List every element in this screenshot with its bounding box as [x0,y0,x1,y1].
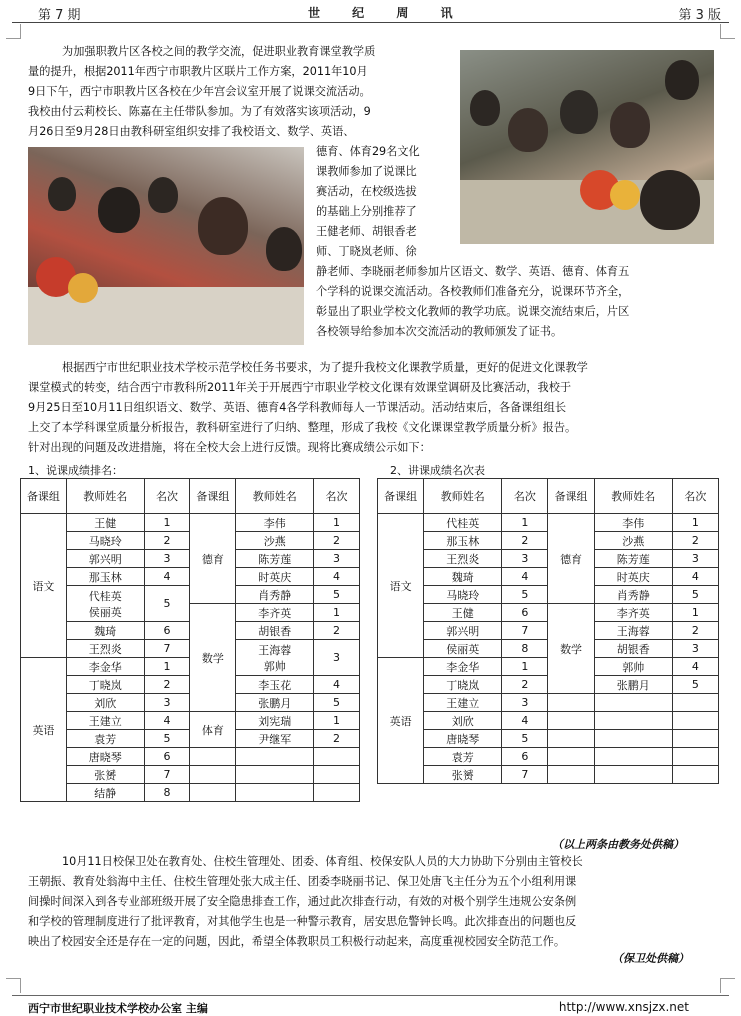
teacher-name-cell: 那玉林 [66,568,144,586]
text-line: 10月11日校保卫处在教育处、住校生管理处、团委、体育组、校保安队人员的大力协助下分别由主管校长 [62,855,583,868]
rank-cell: 7 [144,640,190,658]
teacher-name-cell: 王烈炎 [424,550,502,568]
text-line: 彰显出了职业学校文化教师的教学功底。说课交流结束后，片区 [316,305,630,318]
rank-cell: 3 [314,640,360,676]
text-line: 映出了校园安全还是存在一定的问题，因此，希望全体教职员工积极行动起来，高度重视校园安全防范工作。 [28,935,566,948]
empty-cell [548,748,594,766]
teacher-name-cell: 侯丽英 [424,640,502,658]
group-cell: 英语 [21,658,67,802]
column-header: 备课组 [378,479,424,514]
empty-cell [190,784,236,802]
teacher-name-cell: 王健 [424,604,502,622]
empty-cell [314,748,360,766]
rank-cell: 8 [502,640,548,658]
text-line: 各校领导给参加本次交流活动的教师颁发了证书。 [316,325,563,338]
teacher-name-cell: 肖秀静 [594,586,672,604]
empty-cell [236,784,314,802]
page-number: 第 3 版 [678,8,721,23]
article1-top [28,42,454,142]
text-line: 针对出现的问题及改进措施，将在全校大会上进行反馈。现将比赛成绩公示如下： [28,441,431,454]
teacher-name-cell: 沙燕 [594,532,672,550]
teacher-name-cell: 魏琦 [424,568,502,586]
table2-caption: 2、讲课成绩名次表 [390,464,485,477]
text-line: 德育、体育29名文化 [316,145,420,158]
teaching-ranking-table [377,478,719,784]
teacher-name-cell: 李伟 [236,514,314,532]
teacher-name-cell: 张赟 [424,766,502,784]
table-row [378,694,719,712]
text-line: 赛活动，在校级选拔 [316,185,417,198]
table-row [378,766,719,784]
empty-cell [236,748,314,766]
table-row [21,712,360,730]
rank-cell: 4 [502,568,548,586]
empty-cell [190,748,236,766]
column-header: 教师姓名 [594,479,672,514]
teacher-name-cell: 马晓玲 [424,586,502,604]
teacher-name-cell: 刘欣 [66,694,144,712]
rank-cell: 5 [672,676,718,694]
teacher-name-cell: 郭帅 [594,658,672,676]
rank-cell: 4 [314,676,360,694]
empty-cell [594,766,672,784]
rank-cell: 2 [144,532,190,550]
footer-editor: 西宁市世纪职业技术学校办公室 主编 [28,1002,208,1015]
teacher-name-cell: 尹继军 [236,730,314,748]
group-cell: 德育 [190,514,236,604]
empty-cell [548,730,594,748]
rank-cell: 6 [144,748,190,766]
rank-cell: 1 [314,712,360,730]
teacher-name-cell: 丁晓岚 [424,676,502,694]
rank-cell: 5 [314,586,360,604]
text-line: 王健老师、胡银香老 [316,225,417,238]
rank-cell: 4 [672,568,718,586]
rank-cell: 2 [314,532,360,550]
text-line: 个学科的说课交流活动。各校教师们准备充分，说课环节齐全， [316,285,630,298]
empty-cell [672,766,718,784]
teacher-name-cell: 陈芳莲 [594,550,672,568]
teacher-name-cell: 王健 [66,514,144,532]
teacher-name-cell: 李伟 [594,514,672,532]
table-row [21,766,360,784]
source-note-academic: （以上两条由教务处供稿） [552,838,684,851]
group-cell: 数学 [548,604,594,694]
teacher-name-cell: 李齐英 [594,604,672,622]
empty-cell [672,712,718,730]
teacher-name-cell: 唐晓琴 [424,730,502,748]
footer-rule [12,995,729,996]
table-row [21,784,360,802]
teacher-name-cell: 张鹏月 [236,694,314,712]
rank-cell: 1 [502,658,548,676]
empty-cell [594,748,672,766]
empty-cell [672,694,718,712]
footer-url[interactable]: http://www.xnsjzx.net [558,1000,689,1014]
teacher-name-cell: 李金华 [66,658,144,676]
rank-cell: 1 [144,658,190,676]
teacher-name-cell: 刘欣 [424,712,502,730]
column-header: 名次 [144,479,190,514]
rank-cell: 6 [502,748,548,766]
teacher-name-cell: 时英庆 [594,568,672,586]
empty-cell [672,730,718,748]
speaking-ranking-table [20,478,360,802]
teacher-name-cell: 魏琦 [66,622,144,640]
teacher-name-cell: 张赟 [66,766,144,784]
corner-mark [6,24,21,39]
teacher-name-cell: 那玉林 [424,532,502,550]
empty-cell [594,712,672,730]
text-line: 静老师、李晓丽老师参加片区语文、数学、英语、德育、体育五 [316,265,630,278]
teacher-name-cell: 郭兴明 [66,550,144,568]
teacher-name-cell: 沙燕 [236,532,314,550]
teacher-name-cell: 郭兴明 [424,622,502,640]
rank-cell: 3 [144,694,190,712]
group-cell: 数学 [190,604,236,712]
rank-cell: 4 [502,712,548,730]
table1-caption: 1、说课成绩排名： [28,464,123,477]
text-line: 9月25日至10月11日组织语文、数学、英语、德育4各学科教师每人一节课活动。活动结束后，各备课组组长 [28,401,567,414]
column-header: 备课组 [548,479,594,514]
text-line: 根据西宁市世纪职业技术学校示范学校任务书要求，为了提升我校文化课教学质量，更好的促进文化课教学 [62,361,588,374]
empty-cell [548,694,594,712]
corner-mark [6,978,21,993]
teacher-name-cell: 代桂英 侯丽英 [66,586,144,622]
rank-cell: 4 [144,568,190,586]
rank-cell: 6 [144,622,190,640]
text-line: 我校由付云莉校长、陈嘉在主任带队参加。为了有效落实该项活动，9 [28,105,371,118]
teacher-name-cell: 时英庆 [236,568,314,586]
group-cell: 体育 [190,712,236,748]
rank-cell: 2 [502,676,548,694]
column-header: 名次 [502,479,548,514]
rank-cell: 7 [502,622,548,640]
table-row [378,514,719,532]
group-cell: 语文 [21,514,67,658]
empty-cell [548,766,594,784]
column-header: 备课组 [21,479,67,514]
teacher-name-cell: 袁芳 [424,748,502,766]
rank-cell: 5 [144,730,190,748]
meeting-photo-right [460,50,714,244]
rank-cell: 3 [502,694,548,712]
column-header: 教师姓名 [236,479,314,514]
rank-cell: 5 [502,730,548,748]
article3 [28,852,718,952]
issue-number: 第 7 期 [38,8,81,23]
group-cell: 语文 [378,514,424,658]
group-cell: 德育 [548,514,594,604]
teacher-name-cell: 张鹏月 [594,676,672,694]
rank-cell: 2 [314,622,360,640]
text-line: 量的提升，根据2011年西宁市职教片区联片工作方案，2011年10月 [28,65,368,78]
teacher-name-cell: 结静 [66,784,144,802]
rank-cell: 1 [314,604,360,622]
empty-cell [314,766,360,784]
rank-cell: 1 [314,514,360,532]
rank-cell: 1 [672,604,718,622]
empty-cell [594,694,672,712]
teacher-name-cell: 李金华 [424,658,502,676]
teacher-name-cell: 袁芳 [66,730,144,748]
empty-cell [594,730,672,748]
rank-cell: 6 [502,604,548,622]
column-header: 备课组 [190,479,236,514]
corner-mark [720,24,735,39]
teacher-name-cell: 王烈炎 [66,640,144,658]
meeting-photo-left [28,147,304,345]
column-header: 教师姓名 [66,479,144,514]
text-line: 课堂模式的转变，结合西宁市教科所2011年关于开展西宁市职业学校文化课有效课堂调研及比赛活动，我校于 [28,381,572,394]
table-row [378,712,719,730]
rank-cell: 3 [314,550,360,568]
rank-cell: 1 [144,514,190,532]
rank-cell: 1 [672,514,718,532]
teacher-name-cell: 肖秀静 [236,586,314,604]
teacher-name-cell: 刘宪瑞 [236,712,314,730]
table-row [21,514,360,532]
rank-cell: 5 [672,586,718,604]
rank-cell: 4 [672,658,718,676]
header-rule [12,22,729,23]
teacher-name-cell: 代桂英 [424,514,502,532]
text-line: 课教师参加了说课比 [316,165,417,178]
teacher-name-cell: 马晓玲 [66,532,144,550]
teacher-name-cell: 陈芳莲 [236,550,314,568]
rank-cell: 5 [314,694,360,712]
rank-cell: 1 [502,514,548,532]
teacher-name-cell: 李齐英 [236,604,314,622]
text-line: 为加强职教片区各校之间的教学交流，促进职业教育课堂教学质 [62,45,376,58]
teacher-name-cell: 王建立 [424,694,502,712]
rank-cell: 2 [314,730,360,748]
rank-cell: 5 [144,586,190,622]
rank-cell: 3 [672,550,718,568]
text-line: 师、丁晓岚老师、徐 [316,245,417,258]
text-line: 间操时间深入到各专业部班级开展了安全隐患排查工作，通过此次排查行动，有效的对极个别学生违规公安条例 [28,895,577,908]
empty-cell [672,748,718,766]
text-line: 和学校的管理制度进行了批评教育，对其他学生也是一种警示教育，居安思危警钟长鸣。此次排查出的问题也反 [28,915,577,928]
teacher-name-cell: 唐晓琴 [66,748,144,766]
rank-cell: 2 [502,532,548,550]
article1-bottom [316,262,716,342]
text-line: 上交了本学科课堂质量分析报告，教科研室进行了归纳、整理，形成了我校《文化课课堂教学质量分析》报告。 [28,421,577,434]
teacher-name-cell: 王海蓉 [594,622,672,640]
rank-cell: 3 [502,550,548,568]
page-header [8,2,733,22]
text-line: 月26日至9月28日由教科研室组织安排了我校语文、数学、英语、 [28,125,355,138]
text-line: 的基础上分别推荐了 [316,205,417,218]
empty-cell [548,712,594,730]
rank-cell: 5 [502,586,548,604]
rank-cell: 4 [314,568,360,586]
empty-cell [190,766,236,784]
rank-cell: 2 [672,532,718,550]
corner-mark [720,978,735,993]
article2 [28,358,718,458]
group-cell: 英语 [378,658,424,784]
paper-name: 世 纪 周 讯 [308,6,467,20]
table-header-row [21,479,360,514]
teacher-name-cell: 李玉花 [236,676,314,694]
column-header: 教师姓名 [424,479,502,514]
rank-cell: 2 [144,676,190,694]
text-line: 王朝振、教育处翁海中主任、住校生管理处张大成主任、团委李晓丽书记、保卫处唐飞主任分为五个小组利用课 [28,875,577,888]
table-row [378,748,719,766]
rank-cell: 3 [144,550,190,568]
column-header: 名次 [314,479,360,514]
empty-cell [314,784,360,802]
rank-cell: 7 [502,766,548,784]
teacher-name-cell: 胡银香 [236,622,314,640]
source-note-security: （保卫处供稿） [612,952,689,965]
teacher-name-cell: 丁晓岚 [66,676,144,694]
rank-cell: 3 [672,640,718,658]
table-row [378,604,719,622]
rank-cell: 2 [672,622,718,640]
teacher-name-cell: 胡银香 [594,640,672,658]
table-header-row [378,479,719,514]
rank-cell: 8 [144,784,190,802]
column-header: 名次 [672,479,718,514]
text-line: 9日下午，西宁市职教片区各校在少年宫会议室开展了说课交流活动。 [28,85,371,98]
table-row [21,748,360,766]
teacher-name-cell: 王建立 [66,712,144,730]
article1-mid [316,142,456,262]
table-row [378,730,719,748]
empty-cell [236,766,314,784]
teacher-name-cell: 王海蓉 郭帅 [236,640,314,676]
rank-cell: 7 [144,766,190,784]
rank-cell: 4 [144,712,190,730]
